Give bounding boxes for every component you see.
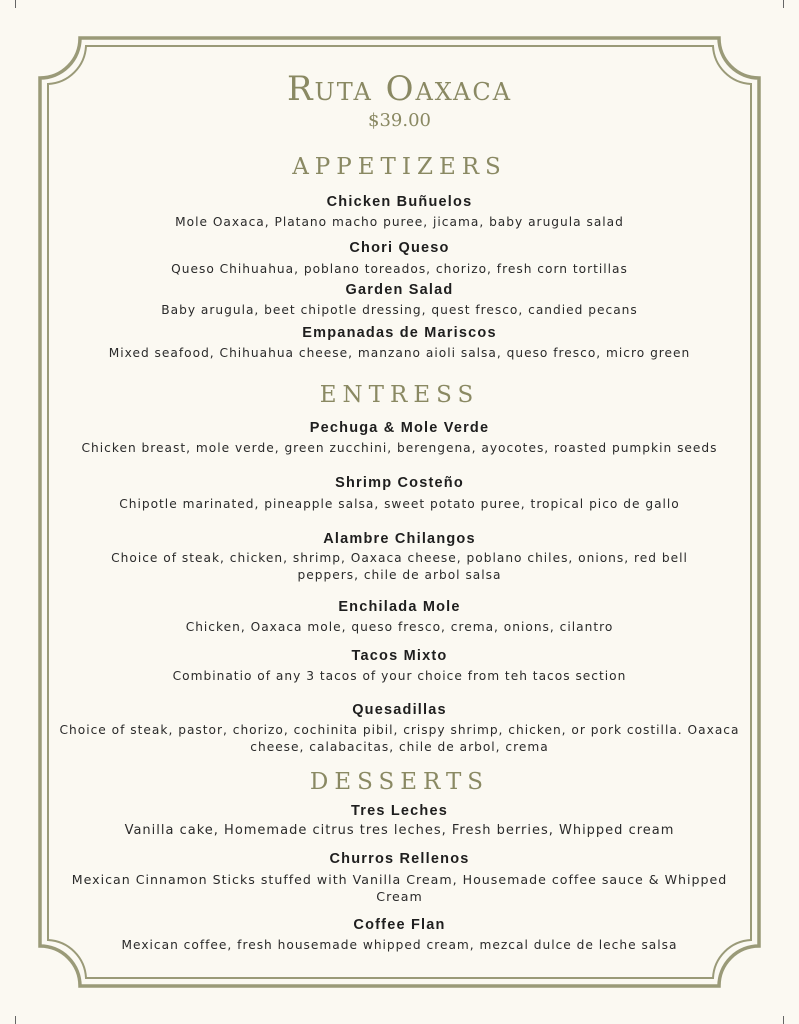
menu-item-name: Chicken Buñuelos: [326, 194, 473, 210]
menu-item-description: Mole Oaxaca, Platano macho puree, jicama, baby arugula salad: [175, 215, 624, 229]
crop-mark: [783, 0, 784, 8]
menu-item-description: Choice of steak, pastor, chorizo, cochinita pibil, crispy shrimp, chicken, or pork costilla. Oaxaca cheese, calabacitas, chile de arbol, crema: [59, 723, 740, 754]
menu-item-name: Shrimp Costeño: [335, 475, 464, 491]
menu-item-description: Combinatio of any 3 tacos of your choice from teh tacos section: [172, 669, 627, 683]
menu-item-name: Churros Rellenos: [329, 851, 470, 867]
menu-item-description: Mexican Cinnamon Sticks stuffed with Vanilla Cream, Housemade coffee sauce & Whipped Cream: [71, 872, 728, 904]
menu-item-name: Garden Salad: [345, 282, 454, 298]
menu-item-description: Chicken breast, mole verde, green zucchini, berengena, ayocotes, roasted pumpkin seeds: [81, 441, 718, 455]
menu-item-name: Tres Leches: [350, 803, 449, 819]
menu-price: $39.00: [368, 110, 431, 131]
crop-mark: [15, 0, 16, 8]
section-title-appetizers: APPETIZERS: [292, 154, 507, 180]
menu-item-name: Alambre Chilangos: [323, 531, 476, 547]
menu-item-description: Chipotle marinated, pineapple salsa, sweet potato puree, tropical pico de gallo: [119, 497, 680, 511]
section-title-entrees: ENTRESS: [319, 382, 480, 408]
menu-item-description: Baby arugula, beet chipotle dressing, quest fresco, candied pecans: [161, 303, 638, 317]
menu-item-description: Mexican coffee, fresh housemade whipped cream, mezcal dulce de leche salsa: [121, 938, 678, 952]
menu-item-description: Queso Chihuahua, poblano toreados, chorizo, fresh corn tortillas: [171, 262, 628, 276]
menu-item-name: Coffee Flan: [353, 917, 446, 933]
menu-item-name: Pechuga & Mole Verde: [309, 420, 490, 436]
restaurant-title: Ruta Oaxaca: [286, 69, 513, 109]
menu-item-description: Vanilla cake, Homemade citrus tres leches, Fresh berries, Whipped cream: [124, 823, 675, 838]
menu-item-name: Empanadas de Mariscos: [302, 325, 497, 341]
menu-item-name: Chori Queso: [349, 240, 450, 256]
menu-item-name: Quesadillas: [352, 702, 447, 718]
menu-item-description: Chicken, Oaxaca mole, queso fresco, crema, onions, cilantro: [185, 620, 614, 634]
menu-item-name: Enchilada Mole: [338, 599, 461, 615]
menu-item-description: Mixed seafood, Chihuahua cheese, manzano aioli salsa, queso fresco, micro green: [108, 346, 691, 360]
menu-item-description: Choice of steak, chicken, shrimp, Oaxaca cheese, poblano chiles, onions, red bell peppers, chile de arbol salsa: [111, 551, 688, 582]
crop-mark: [15, 1016, 16, 1024]
section-title-desserts: DESSERTS: [309, 769, 490, 795]
menu-item-name: Tacos Mixto: [351, 648, 448, 664]
crop-mark: [783, 1016, 784, 1024]
